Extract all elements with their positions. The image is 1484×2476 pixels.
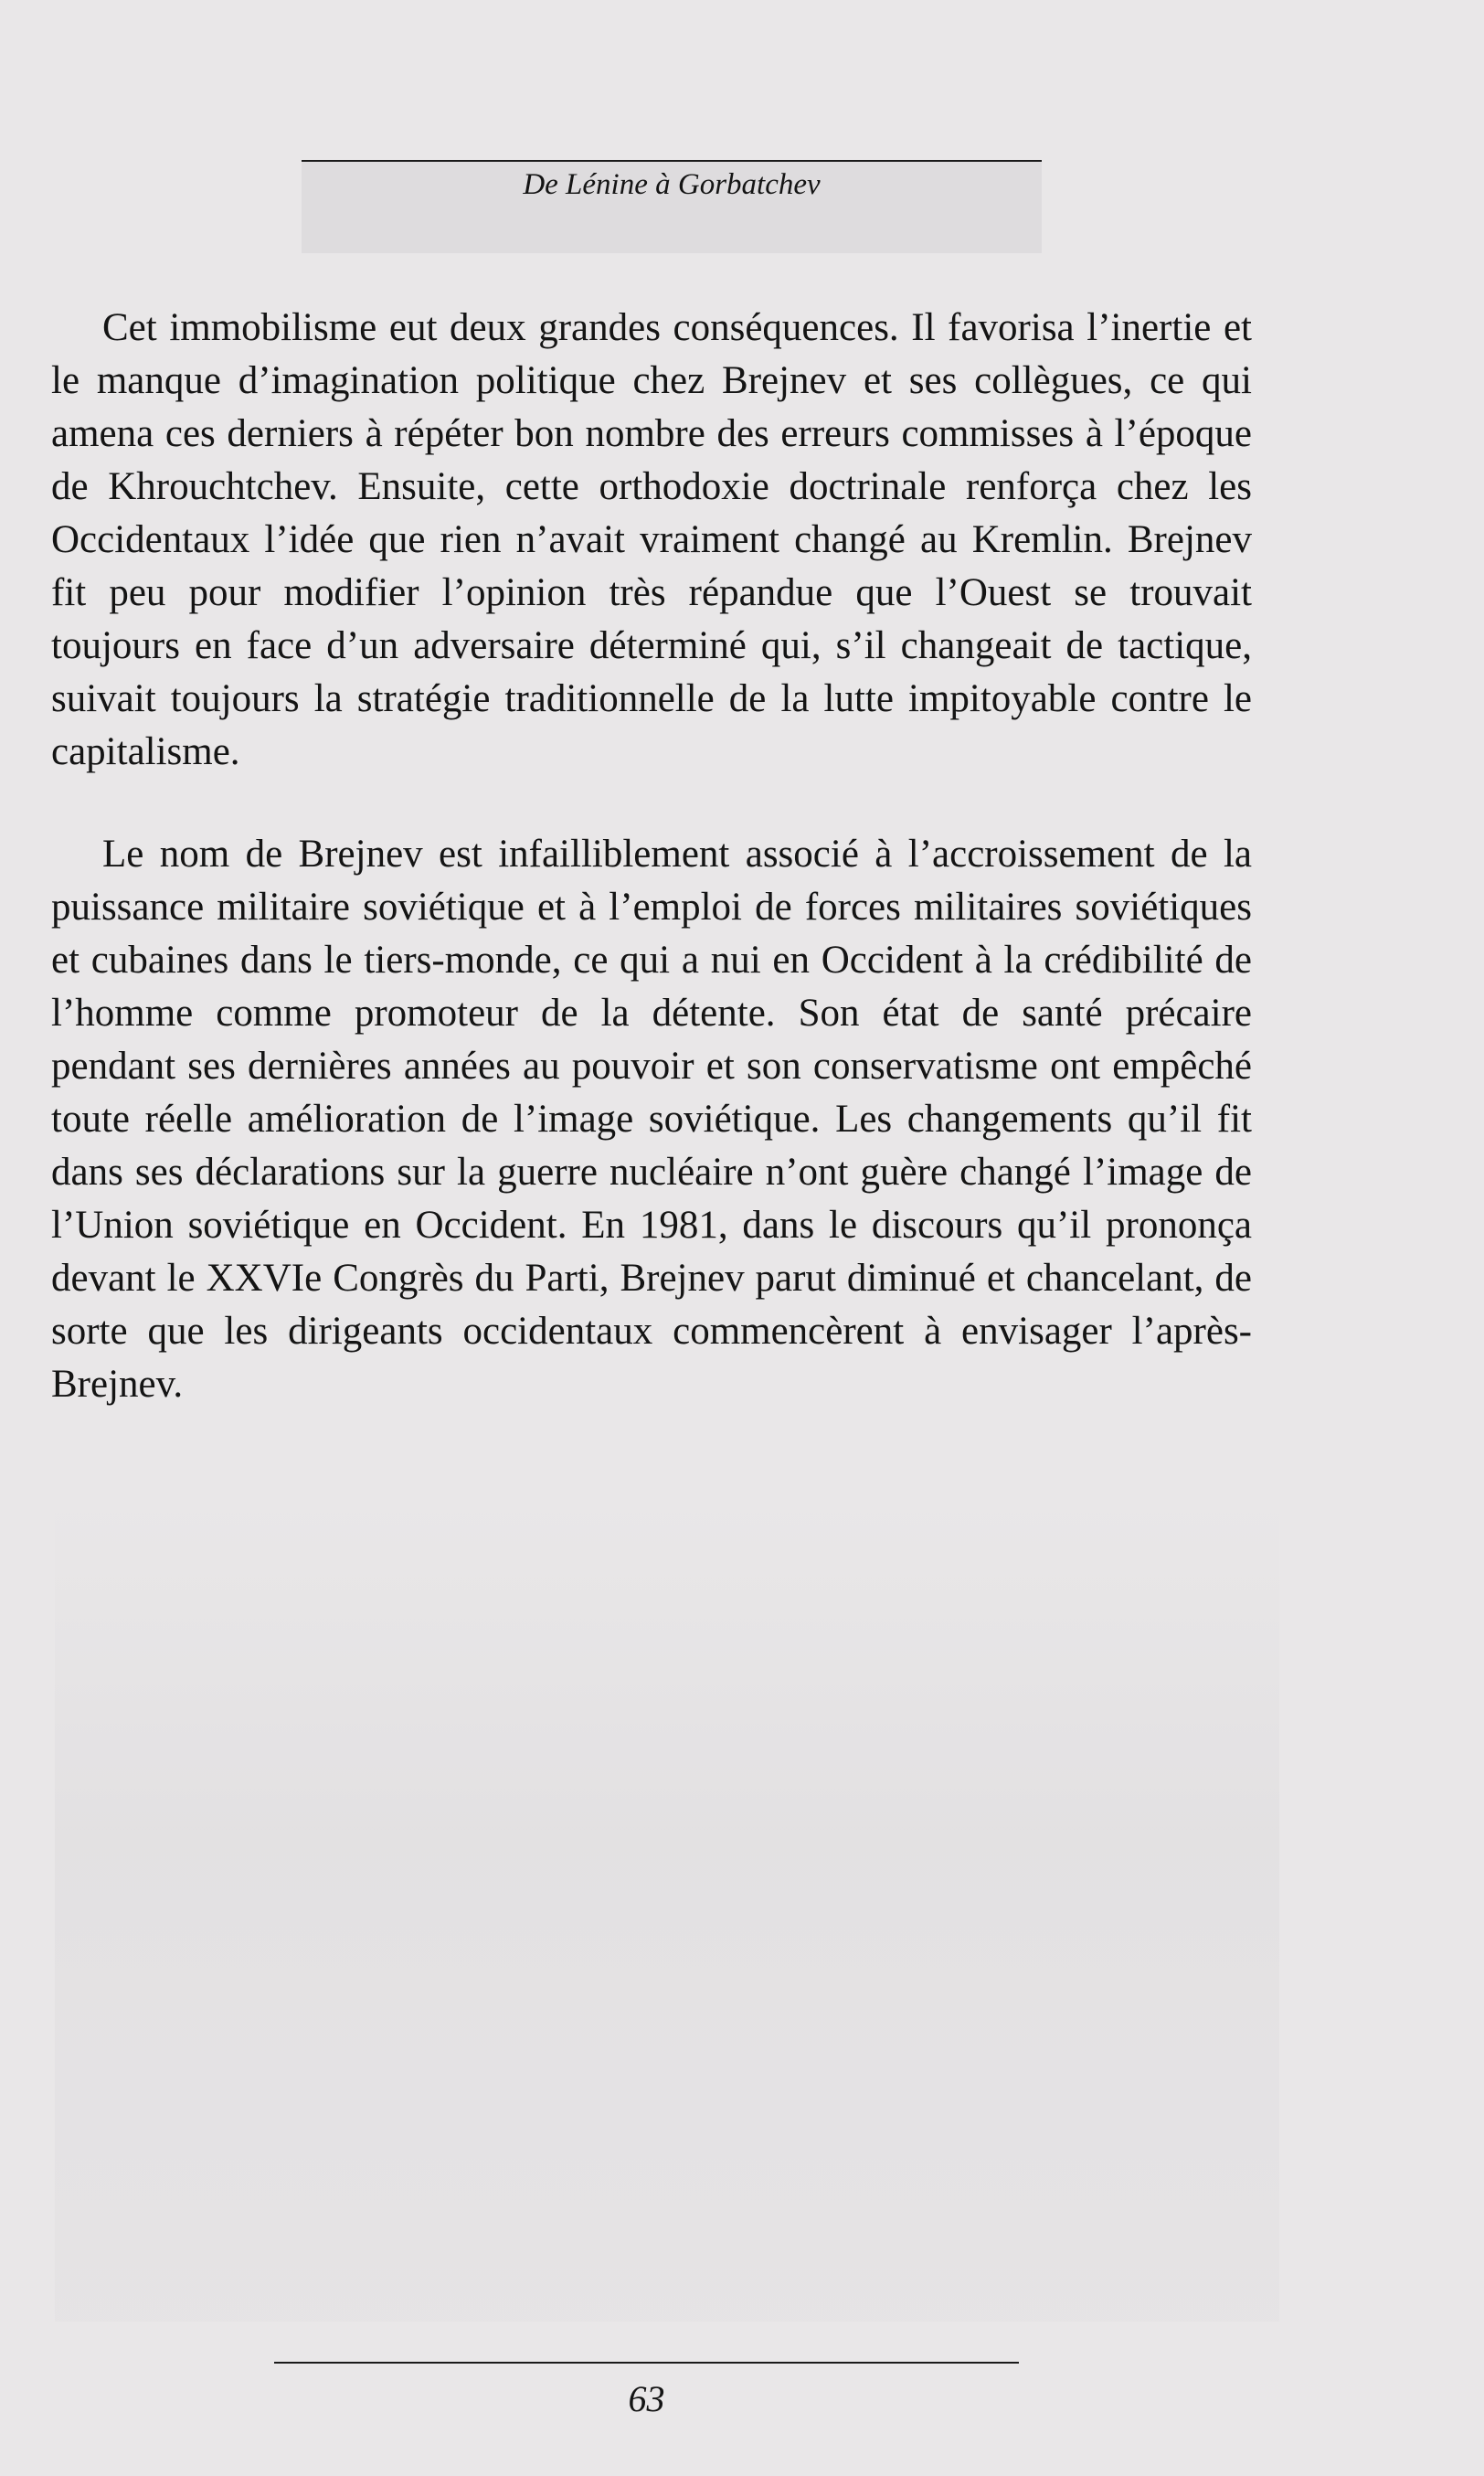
paragraph: Cet immobilisme eut deux grandes conséquences. Il favorisa l’inertie et le manque d’imagination politique chez Brejnev et ses collègues, ce qui amena ces derniers à répéter bon nombre des erreurs commisses à l’époque de Khrouchtchev. Ensuite, cette orthodoxie doctrinale renforça chez les Occidentaux l’idée que rien n’avait vraiment changé au Kremlin. Brejnev fit peu pour modifier l’opinion très répandue que l’Ouest se trouvait toujours en face d’un adversaire déterminé qui, s’il changeait de tactique, suivait toujours la stratégie traditionnelle de la lutte impitoyable contre le capitalisme. [51,306,1252,773]
footer-rule [274,2362,1019,2364]
page-number: 63 [628,2378,665,2419]
show-through-shading [55,1499,1279,2322]
paragraph: Le nom de Brejnev est infailliblement associé à l’accroissement de la puissance militaire soviétique et à l’emploi de forces militaires soviétiques et cubaines dans le tiers-monde, ce qui a nui en Occident à la crédibilité de l’homme comme promoteur de la détente. Son état de santé précaire pendant ses dernières années au pouvoir et son conservatisme ont empêché toute réelle amélioration de l’image soviétique. Les changements qu’il fit dans ses déclarations sur la guerre nucléaire n’ont guère changé l’image de l’Union soviétique en Occident. En 1981, dans le discours qu’il prononça devant le XXVIe Congrès du Parti, Brejnev parut diminué et chancelant, de sorte que les dirigeants occidentaux commencèrent à envisager l’après-Brejnev. [51,833,1252,1406]
body-text [51,302,1252,1411]
running-title: De Lénine à Gorbatchev [523,168,821,201]
